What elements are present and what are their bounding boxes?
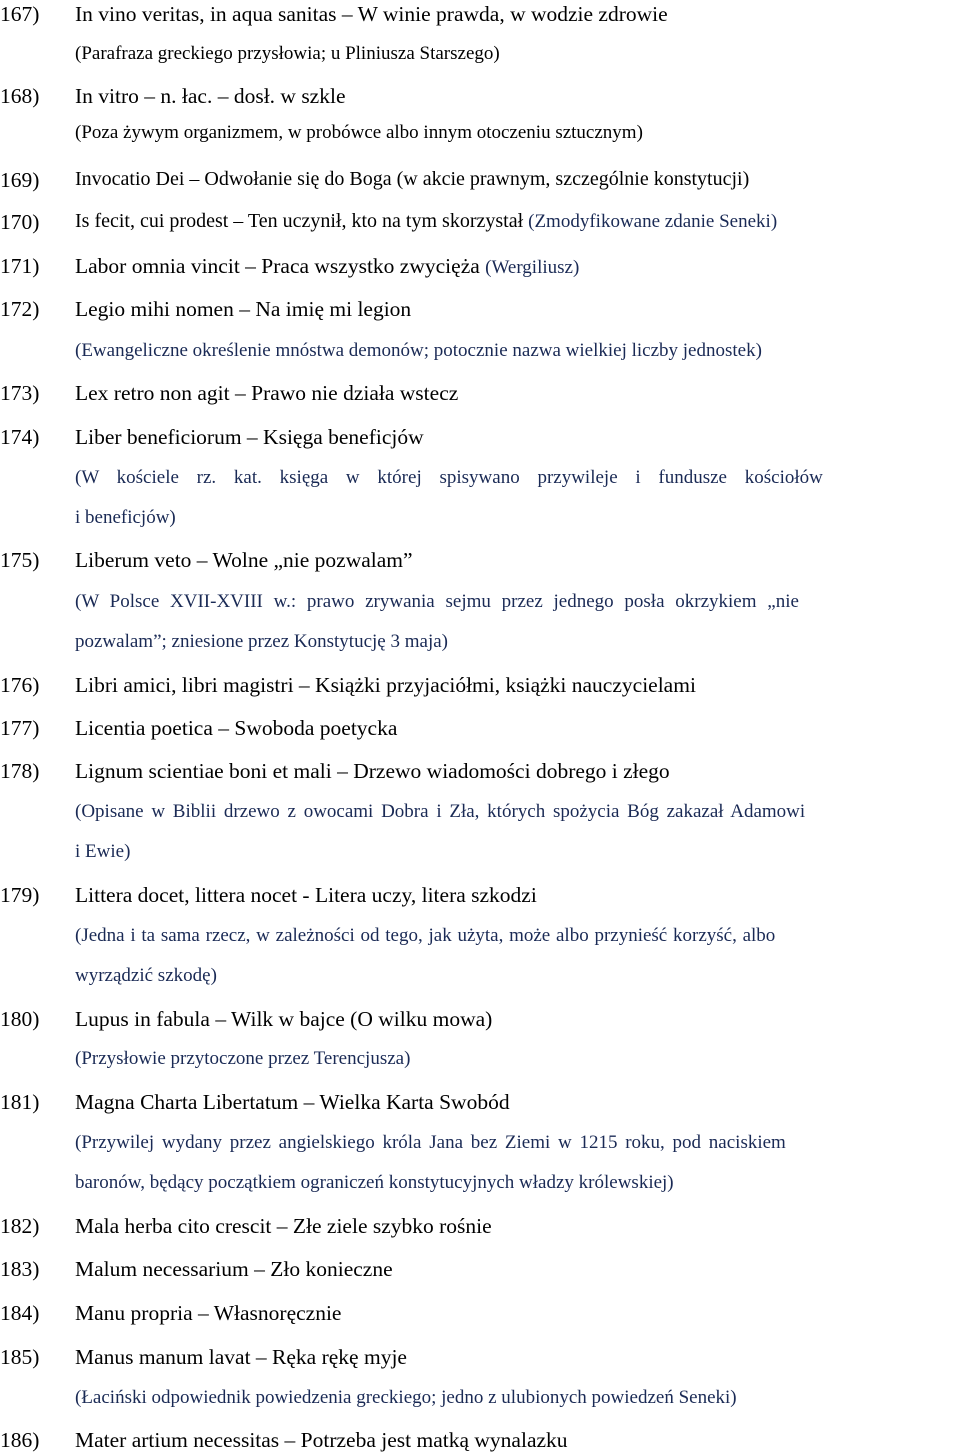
entry-note: (Opisane w Biblii drzewo z owocami Dobra i Zła, których spożycia Bóg zakazał Adamowi — [75, 801, 806, 822]
entry-note-continued: i beneficjów) — [75, 507, 176, 528]
entry-text: Is fecit, cui prodest – Ten uczynił, kto na tym skorzystał — [75, 210, 524, 232]
entry-text: Mater artium necessitas – Potrzeba jest matką wynalazku — [75, 1428, 568, 1452]
entry-number: 175) — [0, 548, 40, 572]
entry-number: 170) — [0, 210, 40, 234]
entry-number: 186) — [0, 1428, 40, 1452]
entry-text-wrap — [75, 210, 777, 233]
entry-note: (Przywilej wydany przez angielskiego króla Jana bez Ziemi w 1215 roku, pod naciskiem — [75, 1132, 786, 1153]
entry-note: (Parafraza greckiego przysłowia; u Pliniusza Starszego) — [75, 43, 500, 64]
entry-text: In vitro – n. łac. – dosł. w szkle — [75, 84, 346, 108]
entry-note-continued: baronów, będący początkiem ograniczeń konstytucyjnych władzy królewskiej) — [75, 1172, 674, 1193]
entry-note: (Ewangeliczne określenie mnóstwa demonów; potocznie nazwa wielkiej liczby jednostek) — [75, 340, 762, 361]
entry-number: 178) — [0, 759, 40, 783]
entry-number: 177) — [0, 716, 40, 740]
entry-text: Libri amici, libri magistri – Książki przyjaciółmi, książki nauczycielami — [75, 673, 696, 697]
entry-text: Manus manum lavat – Ręka rękę myje — [75, 1345, 407, 1369]
entry-inline-note: (Zmodyfikowane zdanie Seneki) — [528, 211, 778, 232]
entry-text: Lex retro non agit – Prawo nie działa wstecz — [75, 381, 459, 405]
entry-text: Littera docet, littera nocet - Litera uczy, litera szkodzi — [75, 883, 537, 907]
entry-note: (W kościele rz. kat. księga w której spisywano przywileje i fundusze kościołów — [75, 467, 823, 488]
entry-text: In vino veritas, in aqua sanitas – W winie prawda, w wodzie zdrowie — [75, 2, 668, 26]
entry-text: Licentia poetica – Swoboda poetycka — [75, 716, 398, 740]
entry-text: Mala herba cito crescit – Złe ziele szybko rośnie — [75, 1214, 492, 1238]
entry-note: (Poza żywym organizmem, w probówce albo innym otoczeniu sztucznym) — [75, 122, 643, 143]
entry-number: 180) — [0, 1007, 40, 1031]
entry-number: 181) — [0, 1090, 40, 1114]
entry-text: Lignum scientiae boni et mali – Drzewo wiadomości dobrego i złego — [75, 759, 670, 783]
entry-text: Malum necessarium – Zło konieczne — [75, 1257, 393, 1281]
entry-number: 171) — [0, 254, 40, 278]
entry-note-continued: i Ewie) — [75, 841, 131, 862]
entry-text: Magna Charta Libertatum – Wielka Karta Swobód — [75, 1090, 510, 1114]
entry-inline-note: (Wergiliusz) — [485, 257, 580, 278]
entry-number: 174) — [0, 425, 40, 449]
entry-note: (W Polsce XVII-XVIII w.: prawo zrywania sejmu przez jednego posła okrzykiem „nie — [75, 591, 799, 612]
entry-number: 182) — [0, 1214, 40, 1238]
entry-number: 168) — [0, 84, 40, 108]
entry-text: Liberum veto – Wolne „nie pozwalam” — [75, 548, 413, 572]
entry-note-continued: pozwalam”; zniesione przez Konstytucję 3 maja) — [75, 631, 448, 652]
entry-note: (Przysłowie przytoczone przez Terencjusza) — [75, 1048, 411, 1069]
entry-number: 173) — [0, 381, 40, 405]
entry-text: Labor omnia vincit – Praca wszystko zwycięża — [75, 254, 480, 278]
entry-text: Liber beneficiorum – Księga beneficjów — [75, 425, 424, 449]
entry-number: 172) — [0, 297, 40, 321]
entry-number: 179) — [0, 883, 40, 907]
entry-note: (Jedna i ta sama rzecz, w zależności od tego, jak użyta, może albo przynieść korzyść, albo — [75, 925, 776, 946]
entry-note-continued: wyrządzić szkodę) — [75, 965, 217, 986]
entry-number: 169) — [0, 168, 40, 192]
entry-text: Invocatio Dei – Odwołanie się do Boga (w akcie prawnym, szczególnie konstytucji) — [75, 168, 750, 190]
entry-text: Manu propria – Własnoręcznie — [75, 1301, 342, 1325]
entry-number: 183) — [0, 1257, 40, 1281]
entry-text: Legio mihi nomen – Na imię mi legion — [75, 297, 412, 321]
entry-text: Lupus in fabula – Wilk w bajce (O wilku mowa) — [75, 1007, 493, 1031]
entry-text-wrap — [75, 254, 579, 279]
entry-note: (Łaciński odpowiednik powiedzenia greckiego; jedno z ulubionych powiedzeń Seneki) — [75, 1387, 737, 1408]
entry-number: 176) — [0, 673, 40, 697]
entry-number: 184) — [0, 1301, 40, 1325]
entry-number: 167) — [0, 2, 40, 26]
entry-number: 185) — [0, 1345, 40, 1369]
